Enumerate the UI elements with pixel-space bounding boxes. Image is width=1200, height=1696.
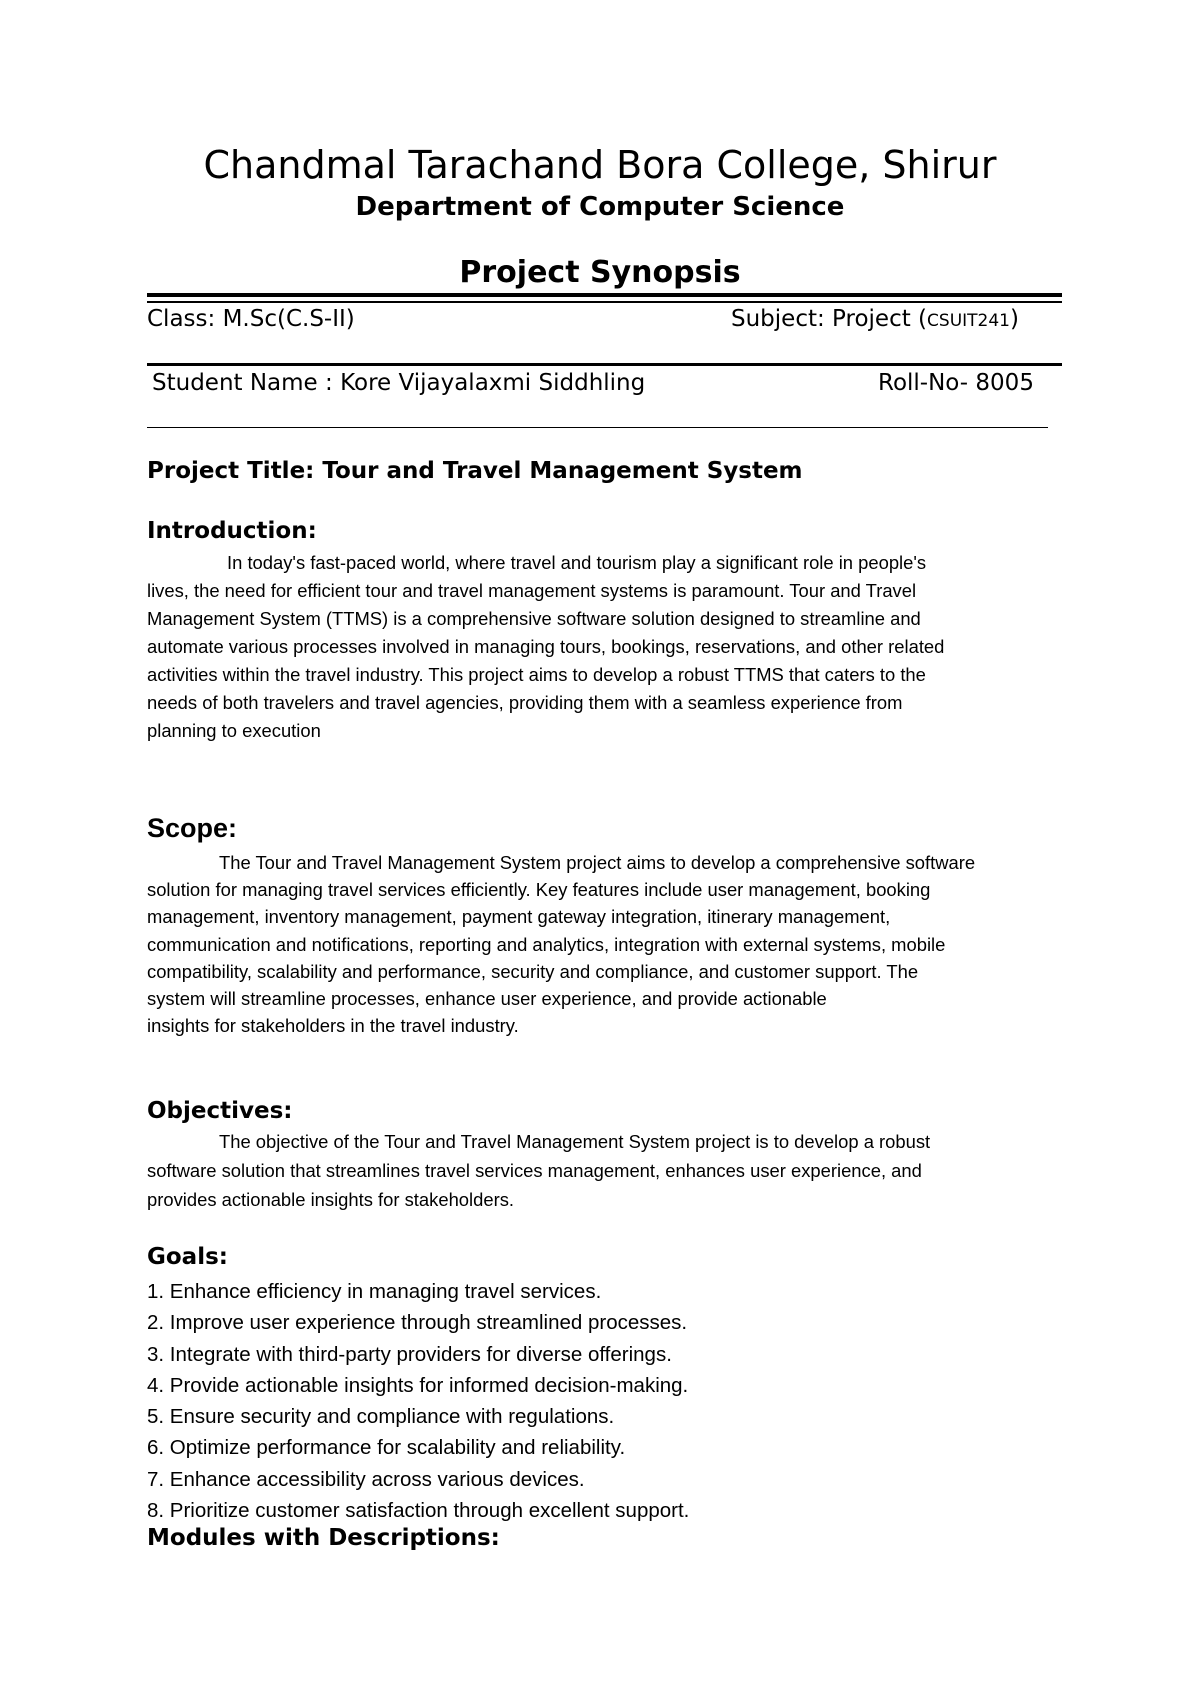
objectives-line: provides actionable insights for stakeholders. — [147, 1189, 514, 1210]
introduction-line: planning to execution — [147, 720, 321, 741]
objectives-paragraph — [147, 1127, 1077, 1214]
objectives-line: software solution that streamlines travel services management, enhances user experience, and — [147, 1160, 922, 1181]
meta-rule — [147, 363, 1062, 366]
scope-line: management, inventory management, payment gateway integration, itinerary management, — [147, 906, 891, 928]
goal-item: 8. Prioritize customer satisfaction through excellent support. — [147, 1499, 690, 1523]
introduction-line: activities within the travel industry. This project aims to develop a robust TTMS that caters to the — [147, 664, 926, 685]
modules-heading: Modules with Descriptions: — [147, 1525, 500, 1551]
goal-item: 2. Improve user experience through streamlined processes. — [147, 1311, 688, 1335]
class-label: Class: M.Sc(C.S-II) — [147, 306, 355, 332]
title-rule-top — [147, 293, 1062, 297]
roll-number: Roll-No- 8005 — [878, 370, 1034, 396]
goals-heading: Goals: — [147, 1244, 228, 1270]
student-rule — [147, 427, 1048, 428]
scope-line: insights for stakeholders in the travel industry. — [147, 1015, 519, 1037]
scope-line: compatibility, scalability and performance, security and compliance, and customer support. The — [147, 960, 919, 982]
introduction-heading: Introduction: — [147, 518, 317, 544]
scope-heading: Scope: — [147, 813, 238, 843]
scope-line: communication and notifications, reporting and analytics, integration with external systems, mobile — [147, 933, 946, 955]
goal-item: 7. Enhance accessibility across various devices. — [147, 1467, 585, 1491]
subject-label-close: ) — [1009, 306, 1019, 332]
introduction-line: automate various processes involved in managing tours, bookings, reservations, and other related — [147, 636, 945, 657]
student-name: Student Name : Kore Vijayalaxmi Siddhling — [152, 370, 646, 396]
goals-list — [147, 1276, 689, 1526]
goal-item: 3. Integrate with third-party providers for diverse offerings. — [147, 1342, 672, 1366]
subject-label — [731, 306, 1019, 332]
title-rule-bottom — [147, 301, 1062, 303]
scope-line: solution for managing travel services efficiently. Key features include user management, booking — [147, 879, 931, 901]
scope-paragraph — [147, 849, 1077, 1039]
subject-code: CSUIT241 — [927, 311, 1010, 331]
goal-item: 5. Ensure security and compliance with regulations. — [147, 1405, 615, 1429]
scope-line: system will streamline processes, enhance user experience, and provide actionable — [147, 988, 827, 1010]
introduction-line: needs of both travelers and travel agencies, providing them with a seamless experience from — [147, 692, 903, 713]
document-title: Project Synopsis — [459, 255, 741, 290]
introduction-line: In today's fast-paced world, where travel and tourism play a significant role in people's — [227, 552, 927, 573]
introduction-line: lives, the need for efficient tour and travel management systems is paramount. Tour and Travel — [147, 580, 917, 601]
introduction-paragraph — [147, 549, 1077, 745]
department-name: Department of Computer Science — [355, 192, 845, 222]
goal-item: 6. Optimize performance for scalability and reliability. — [147, 1436, 626, 1460]
introduction-line: Management System (TTMS) is a comprehensive software solution designed to streamline and — [147, 608, 921, 629]
goal-item: 4. Provide actionable insights for informed decision-making. — [147, 1373, 689, 1397]
objectives-line: The objective of the Tour and Travel Management System project is to develop a robust — [219, 1131, 931, 1152]
objectives-heading: Objectives: — [147, 1098, 293, 1124]
college-name: Chandmal Tarachand Bora College, Shirur — [203, 143, 997, 187]
scope-line: The Tour and Travel Management System project aims to develop a comprehensive software — [219, 852, 976, 873]
project-title: Project Title: Tour and Travel Management System — [147, 458, 803, 484]
goal-item: 1. Enhance efficiency in managing travel services. — [147, 1280, 602, 1303]
subject-label-text: Subject: Project ( — [731, 306, 928, 332]
